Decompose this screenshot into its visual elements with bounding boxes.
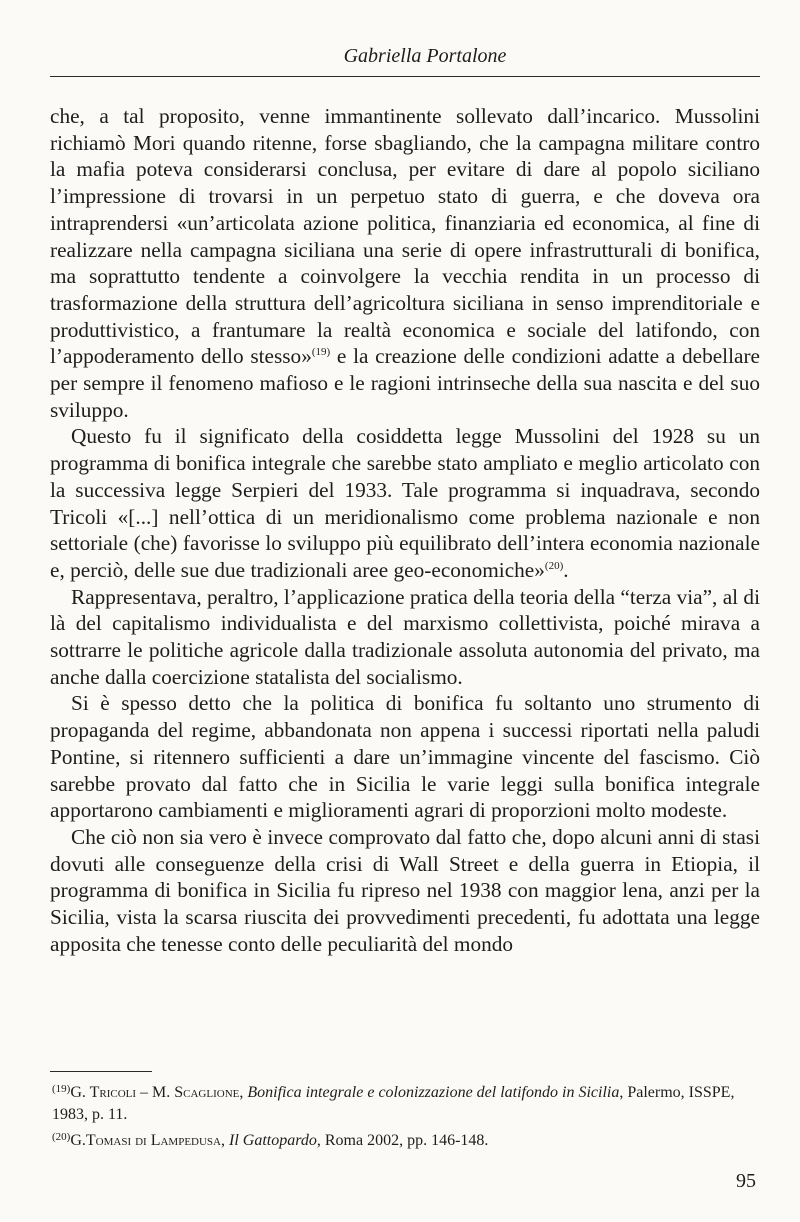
header-rule xyxy=(50,76,760,77)
paragraph-3: Rappresentava, peraltro, l’applicazione pratica della teoria della “terza via”, al di là del capitalismo individualista e del marxismo collettivista, poiché mirava a sottrarre le politiche agricole dalla tradizionale assoluta autonomia del privato, ma anche dalla coercizione statalista del socialismo. xyxy=(50,584,760,689)
footnotes xyxy=(52,1082,760,1152)
paragraph-2-text-b: . xyxy=(563,557,569,582)
paragraph-1-text-b: e la creazione delle condizioni adatte a debellare per sempre il fenomeno mafioso e le ragioni intrinseche della sua nascita e del suo sviluppo. xyxy=(50,344,760,422)
paragraph-2-text-a: Questo fu il significato della cosiddetta legge Mussolini del 1928 su un programma di bonifica integrale che sarebbe stato ampliato e meglio articolato con la successiva legge Serpieri del 1933. Tale programma si inquadrava, secondo Tricoli «[...] nell’ottica di un meridionalismo come problema nazionale e non settoriale (che) favorisse lo sviluppo più equilibrato dell’intera economia nazionale e, perciò, delle sue due tradizionali aree geo-economiche» xyxy=(50,424,760,582)
paragraph-1-text-a: che, a tal proposito, venne immantinente sollevato dall’incarico. Mussolini richiamò Mori quando ritenne, forse sbagliando, che la campagna militare contro la mafia poteva considerarsi conclusa, per evitare di dare al popolo siciliano l’impressione di trovarsi in un perpetuo stato di guerra, e che doveva ora intraprendersi «un’articolata azione politica, finanziaria ed economica, al fine di realizzare nella campagna siciliana una serie di opere infrastrutturali di bonifica, ma soprattutto tendente a coinvolgere la vecchia rendita in un processo di trasformazione della struttura dell’agricoltura siciliana in senso imprenditoriale e produttivistico, a frantumare la realtà economica e sociale del latifondo, con l’appoderamento dello stesso» xyxy=(50,104,760,369)
running-head: Gabriella Portalone xyxy=(343,45,507,67)
footnote-19 xyxy=(52,1082,760,1126)
footnote-ref-20[interactable]: (20) xyxy=(544,559,564,572)
footnote-20-number: (20) xyxy=(52,1131,71,1143)
footnote-19-rest: , Palermo, ISSPE, 1983, p. 11. xyxy=(52,1084,735,1123)
footnote-20-author: G.Tomasi di Lampedusa, xyxy=(70,1132,225,1149)
paragraph-2 xyxy=(50,423,760,583)
footnote-19-title: Bonifica integrale e colonizzazione del latifondo in Sicilia xyxy=(247,1084,620,1101)
footnote-rule xyxy=(50,1071,152,1072)
body-text xyxy=(50,103,760,958)
footnote-19-number: (19) xyxy=(52,1083,71,1095)
page xyxy=(50,42,760,958)
paragraph-1 xyxy=(50,103,760,423)
footnote-20-rest: , Roma 2002, pp. 146-148. xyxy=(316,1132,489,1149)
paragraph-5: Che ciò non sia vero è invece comprovato dal fatto che, dopo alcuni anni di stasi dovuti alle conseguenze della crisi di Wall Street e della guerra in Etiopia, il programma di bonifica in Sicilia fu ripreso nel 1938 con maggior lena, anzi per la Sicilia, vista la scarsa riuscita dei provvedimenti precedenti, fu adottata una legge apposita che tenesse conto delle peculiarità del mondo xyxy=(50,824,760,956)
page-number: 95 xyxy=(736,1170,756,1192)
footnote-ref-19[interactable]: (19) xyxy=(311,346,331,359)
footnote-20 xyxy=(52,1130,760,1152)
paragraph-4: Si è spesso detto che la politica di bonifica fu soltanto uno strumento di propaganda del regime, abbandonata non appena i successi riportati nella paludi Pontine, si ritennero sufficienti a dare un’immagine vincente del fascismo. Ciò sarebbe provato dal fatto che in Sicilia le varie leggi sulla bonifica integrale apportarono cambiamenti e miglioramenti agrari di proporzioni molto modeste. xyxy=(50,691,760,823)
footnote-19-author: G. Tricoli – M. Scaglione, xyxy=(70,1084,244,1101)
footnote-20-title: Il Gattopardo xyxy=(229,1132,317,1149)
